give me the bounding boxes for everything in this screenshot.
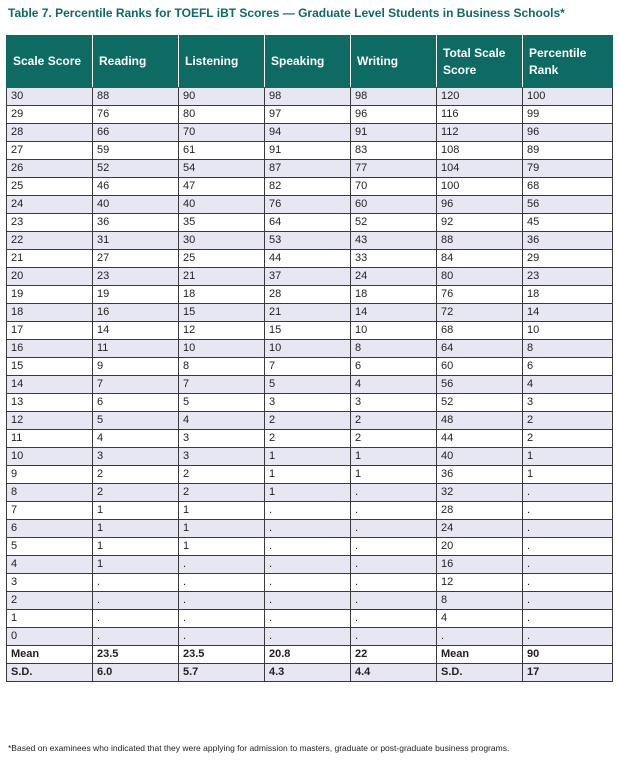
cell-speaking: . bbox=[265, 502, 351, 520]
cell-scale-score: 3 bbox=[7, 574, 93, 592]
table-row bbox=[7, 268, 613, 286]
cell-listening: 1 bbox=[179, 520, 265, 538]
cell-listening: 80 bbox=[179, 106, 265, 124]
cell-scale-score: 24 bbox=[7, 196, 93, 214]
cell-total-scale-score: 16 bbox=[437, 556, 523, 574]
cell-reading: 31 bbox=[93, 232, 179, 250]
cell-total-scale-score: 104 bbox=[437, 160, 523, 178]
cell-listening: 90 bbox=[179, 88, 265, 106]
cell-total-scale-score: 68 bbox=[437, 322, 523, 340]
cell-scale-score: 1 bbox=[7, 610, 93, 628]
table-row bbox=[7, 466, 613, 484]
table-row bbox=[7, 610, 613, 628]
table-row bbox=[7, 196, 613, 214]
cell-total-scale-score: 24 bbox=[437, 520, 523, 538]
cell-total-scale-score: S.D. bbox=[437, 664, 523, 682]
cell-percentile-rank: 29 bbox=[523, 250, 613, 268]
cell-reading: 9 bbox=[93, 358, 179, 376]
cell-percentile-rank: 1 bbox=[523, 466, 613, 484]
cell-speaking: 64 bbox=[265, 214, 351, 232]
cell-speaking: . bbox=[265, 538, 351, 556]
cell-scale-score: S.D. bbox=[7, 664, 93, 682]
cell-listening: 4 bbox=[179, 412, 265, 430]
cell-percentile-rank: . bbox=[523, 520, 613, 538]
cell-speaking: 28 bbox=[265, 286, 351, 304]
cell-percentile-rank: 100 bbox=[523, 88, 613, 106]
cell-writing: 2 bbox=[351, 430, 437, 448]
cell-total-scale-score: 76 bbox=[437, 286, 523, 304]
table-title: Table 7. Percentile Ranks for TOEFL iBT Scores — Graduate Level Students in Business Schools* bbox=[8, 6, 565, 20]
cell-scale-score: 25 bbox=[7, 178, 93, 196]
cell-total-scale-score: 12 bbox=[437, 574, 523, 592]
cell-listening: 7 bbox=[179, 376, 265, 394]
table-row bbox=[7, 358, 613, 376]
cell-total-scale-score: . bbox=[437, 628, 523, 646]
cell-total-scale-score: 52 bbox=[437, 394, 523, 412]
cell-writing: 2 bbox=[351, 412, 437, 430]
cell-writing: 3 bbox=[351, 394, 437, 412]
cell-reading: 2 bbox=[93, 466, 179, 484]
cell-writing: 60 bbox=[351, 196, 437, 214]
cell-scale-score: 2 bbox=[7, 592, 93, 610]
cell-percentile-rank: . bbox=[523, 556, 613, 574]
cell-listening: 2 bbox=[179, 484, 265, 502]
cell-speaking: 3 bbox=[265, 394, 351, 412]
cell-writing: 6 bbox=[351, 358, 437, 376]
cell-speaking: 1 bbox=[265, 466, 351, 484]
cell-writing: 96 bbox=[351, 106, 437, 124]
cell-total-scale-score: 88 bbox=[437, 232, 523, 250]
cell-speaking: 97 bbox=[265, 106, 351, 124]
cell-speaking: 1 bbox=[265, 484, 351, 502]
cell-speaking: 7 bbox=[265, 358, 351, 376]
header-percentile-rank: Percentile Rank bbox=[523, 36, 613, 88]
percentile-rank-table bbox=[6, 35, 613, 682]
cell-listening: . bbox=[179, 628, 265, 646]
table-row bbox=[7, 304, 613, 322]
cell-total-scale-score: 60 bbox=[437, 358, 523, 376]
cell-total-scale-score: 112 bbox=[437, 124, 523, 142]
cell-percentile-rank: . bbox=[523, 628, 613, 646]
cell-writing: . bbox=[351, 610, 437, 628]
cell-writing: . bbox=[351, 484, 437, 502]
cell-percentile-rank: . bbox=[523, 610, 613, 628]
table-row bbox=[7, 502, 613, 520]
cell-writing: . bbox=[351, 502, 437, 520]
cell-reading: 2 bbox=[93, 484, 179, 502]
cell-reading: 88 bbox=[93, 88, 179, 106]
cell-writing: 83 bbox=[351, 142, 437, 160]
table-row bbox=[7, 574, 613, 592]
cell-writing: 22 bbox=[351, 646, 437, 664]
header-scale-score: Scale Score bbox=[7, 36, 93, 88]
cell-scale-score: 11 bbox=[7, 430, 93, 448]
cell-percentile-rank: 18 bbox=[523, 286, 613, 304]
cell-writing: 1 bbox=[351, 466, 437, 484]
cell-scale-score: 19 bbox=[7, 286, 93, 304]
cell-speaking: 10 bbox=[265, 340, 351, 358]
cell-reading: 23 bbox=[93, 268, 179, 286]
cell-percentile-rank: 56 bbox=[523, 196, 613, 214]
cell-percentile-rank: 4 bbox=[523, 376, 613, 394]
cell-total-scale-score: Mean bbox=[437, 646, 523, 664]
cell-reading: 1 bbox=[93, 556, 179, 574]
table-row bbox=[7, 412, 613, 430]
cell-writing: . bbox=[351, 538, 437, 556]
cell-listening: 5.7 bbox=[179, 664, 265, 682]
table-row bbox=[7, 484, 613, 502]
cell-percentile-rank: 3 bbox=[523, 394, 613, 412]
cell-listening: 12 bbox=[179, 322, 265, 340]
cell-writing: 1 bbox=[351, 448, 437, 466]
cell-speaking: 87 bbox=[265, 160, 351, 178]
cell-writing: . bbox=[351, 574, 437, 592]
cell-percentile-rank: . bbox=[523, 502, 613, 520]
cell-total-scale-score: 92 bbox=[437, 214, 523, 232]
table-row bbox=[7, 286, 613, 304]
cell-percentile-rank: . bbox=[523, 484, 613, 502]
cell-scale-score: 0 bbox=[7, 628, 93, 646]
cell-scale-score: 18 bbox=[7, 304, 93, 322]
cell-speaking: 15 bbox=[265, 322, 351, 340]
cell-scale-score: 13 bbox=[7, 394, 93, 412]
cell-scale-score: 17 bbox=[7, 322, 93, 340]
cell-speaking: 37 bbox=[265, 268, 351, 286]
cell-reading: . bbox=[93, 628, 179, 646]
cell-writing: 70 bbox=[351, 178, 437, 196]
cell-scale-score: 29 bbox=[7, 106, 93, 124]
cell-listening: 61 bbox=[179, 142, 265, 160]
cell-reading: 59 bbox=[93, 142, 179, 160]
cell-speaking: 20.8 bbox=[265, 646, 351, 664]
cell-writing: 77 bbox=[351, 160, 437, 178]
header-total-scale-score: Total Scale Score bbox=[437, 36, 523, 88]
cell-total-scale-score: 80 bbox=[437, 268, 523, 286]
cell-listening: 3 bbox=[179, 448, 265, 466]
cell-total-scale-score: 20 bbox=[437, 538, 523, 556]
cell-reading: 6 bbox=[93, 394, 179, 412]
cell-scale-score: 30 bbox=[7, 88, 93, 106]
table-row bbox=[7, 448, 613, 466]
cell-speaking: 2 bbox=[265, 430, 351, 448]
table-row bbox=[7, 250, 613, 268]
cell-reading: 1 bbox=[93, 538, 179, 556]
cell-speaking: 91 bbox=[265, 142, 351, 160]
cell-total-scale-score: 116 bbox=[437, 106, 523, 124]
cell-scale-score: 27 bbox=[7, 142, 93, 160]
cell-writing: 18 bbox=[351, 286, 437, 304]
mean-row bbox=[7, 646, 613, 664]
cell-listening: 21 bbox=[179, 268, 265, 286]
table-row bbox=[7, 124, 613, 142]
cell-reading: 1 bbox=[93, 520, 179, 538]
table-row bbox=[7, 178, 613, 196]
cell-listening: . bbox=[179, 574, 265, 592]
cell-reading: 1 bbox=[93, 502, 179, 520]
cell-reading: . bbox=[93, 592, 179, 610]
cell-scale-score: 4 bbox=[7, 556, 93, 574]
cell-reading: . bbox=[93, 610, 179, 628]
cell-speaking: 82 bbox=[265, 178, 351, 196]
cell-total-scale-score: 48 bbox=[437, 412, 523, 430]
table-header-row bbox=[7, 36, 613, 88]
cell-percentile-rank: 79 bbox=[523, 160, 613, 178]
cell-reading: 27 bbox=[93, 250, 179, 268]
cell-speaking: . bbox=[265, 574, 351, 592]
table-row bbox=[7, 88, 613, 106]
cell-reading: 46 bbox=[93, 178, 179, 196]
cell-total-scale-score: 36 bbox=[437, 466, 523, 484]
cell-reading: 14 bbox=[93, 322, 179, 340]
cell-writing: 8 bbox=[351, 340, 437, 358]
cell-listening: 2 bbox=[179, 466, 265, 484]
header-speaking: Speaking bbox=[265, 36, 351, 88]
cell-total-scale-score: 56 bbox=[437, 376, 523, 394]
cell-reading: 40 bbox=[93, 196, 179, 214]
cell-reading: 23.5 bbox=[93, 646, 179, 664]
cell-percentile-rank: 68 bbox=[523, 178, 613, 196]
cell-listening: . bbox=[179, 592, 265, 610]
cell-reading: . bbox=[93, 574, 179, 592]
cell-listening: 1 bbox=[179, 502, 265, 520]
cell-percentile-rank: 99 bbox=[523, 106, 613, 124]
cell-listening: 23.5 bbox=[179, 646, 265, 664]
cell-reading: 16 bbox=[93, 304, 179, 322]
table-row bbox=[7, 376, 613, 394]
cell-scale-score: 9 bbox=[7, 466, 93, 484]
table-row bbox=[7, 106, 613, 124]
cell-listening: 5 bbox=[179, 394, 265, 412]
cell-listening: 18 bbox=[179, 286, 265, 304]
cell-scale-score: 26 bbox=[7, 160, 93, 178]
header-listening: Listening bbox=[179, 36, 265, 88]
cell-reading: 7 bbox=[93, 376, 179, 394]
cell-scale-score: 22 bbox=[7, 232, 93, 250]
cell-speaking: 94 bbox=[265, 124, 351, 142]
table-row bbox=[7, 592, 613, 610]
cell-writing: . bbox=[351, 556, 437, 574]
cell-speaking: 21 bbox=[265, 304, 351, 322]
header-writing: Writing bbox=[351, 36, 437, 88]
cell-percentile-rank: 89 bbox=[523, 142, 613, 160]
cell-scale-score: 5 bbox=[7, 538, 93, 556]
cell-listening: 54 bbox=[179, 160, 265, 178]
cell-writing: 43 bbox=[351, 232, 437, 250]
cell-percentile-rank: 6 bbox=[523, 358, 613, 376]
cell-percentile-rank: 96 bbox=[523, 124, 613, 142]
cell-scale-score: Mean bbox=[7, 646, 93, 664]
cell-listening: 10 bbox=[179, 340, 265, 358]
cell-listening: 70 bbox=[179, 124, 265, 142]
sd-row bbox=[7, 664, 613, 682]
cell-scale-score: 21 bbox=[7, 250, 93, 268]
cell-listening: 47 bbox=[179, 178, 265, 196]
cell-reading: 19 bbox=[93, 286, 179, 304]
cell-total-scale-score: 32 bbox=[437, 484, 523, 502]
cell-scale-score: 20 bbox=[7, 268, 93, 286]
cell-percentile-rank: 1 bbox=[523, 448, 613, 466]
cell-listening: 15 bbox=[179, 304, 265, 322]
cell-listening: 35 bbox=[179, 214, 265, 232]
cell-reading: 3 bbox=[93, 448, 179, 466]
cell-scale-score: 16 bbox=[7, 340, 93, 358]
table-row bbox=[7, 160, 613, 178]
cell-reading: 11 bbox=[93, 340, 179, 358]
cell-speaking: 44 bbox=[265, 250, 351, 268]
cell-percentile-rank: 8 bbox=[523, 340, 613, 358]
cell-writing: 14 bbox=[351, 304, 437, 322]
cell-total-scale-score: 64 bbox=[437, 340, 523, 358]
cell-percentile-rank: 90 bbox=[523, 646, 613, 664]
cell-speaking: 53 bbox=[265, 232, 351, 250]
cell-speaking: 4.3 bbox=[265, 664, 351, 682]
cell-writing: 4.4 bbox=[351, 664, 437, 682]
table-row bbox=[7, 520, 613, 538]
cell-listening: . bbox=[179, 556, 265, 574]
cell-percentile-rank: 10 bbox=[523, 322, 613, 340]
cell-speaking: 98 bbox=[265, 88, 351, 106]
cell-speaking: . bbox=[265, 628, 351, 646]
cell-reading: 5 bbox=[93, 412, 179, 430]
cell-reading: 36 bbox=[93, 214, 179, 232]
cell-scale-score: 7 bbox=[7, 502, 93, 520]
cell-total-scale-score: 44 bbox=[437, 430, 523, 448]
cell-scale-score: 10 bbox=[7, 448, 93, 466]
cell-speaking: 1 bbox=[265, 448, 351, 466]
table-row bbox=[7, 430, 613, 448]
cell-total-scale-score: 28 bbox=[437, 502, 523, 520]
cell-total-scale-score: 120 bbox=[437, 88, 523, 106]
cell-writing: 24 bbox=[351, 268, 437, 286]
cell-writing: . bbox=[351, 520, 437, 538]
table-row bbox=[7, 394, 613, 412]
cell-percentile-rank: 23 bbox=[523, 268, 613, 286]
cell-percentile-rank: . bbox=[523, 592, 613, 610]
cell-scale-score: 12 bbox=[7, 412, 93, 430]
cell-speaking: . bbox=[265, 520, 351, 538]
cell-percentile-rank: . bbox=[523, 538, 613, 556]
cell-listening: 25 bbox=[179, 250, 265, 268]
cell-scale-score: 15 bbox=[7, 358, 93, 376]
cell-scale-score: 14 bbox=[7, 376, 93, 394]
table-row bbox=[7, 556, 613, 574]
cell-scale-score: 23 bbox=[7, 214, 93, 232]
cell-speaking: . bbox=[265, 592, 351, 610]
cell-listening: 40 bbox=[179, 196, 265, 214]
cell-writing: . bbox=[351, 628, 437, 646]
cell-scale-score: 28 bbox=[7, 124, 93, 142]
cell-total-scale-score: 40 bbox=[437, 448, 523, 466]
cell-listening: 8 bbox=[179, 358, 265, 376]
table-body bbox=[7, 88, 613, 682]
cell-writing: 33 bbox=[351, 250, 437, 268]
cell-percentile-rank: 2 bbox=[523, 430, 613, 448]
cell-writing: 10 bbox=[351, 322, 437, 340]
cell-listening: 30 bbox=[179, 232, 265, 250]
cell-reading: 76 bbox=[93, 106, 179, 124]
cell-total-scale-score: 96 bbox=[437, 196, 523, 214]
cell-total-scale-score: 108 bbox=[437, 142, 523, 160]
cell-total-scale-score: 8 bbox=[437, 592, 523, 610]
cell-scale-score: 8 bbox=[7, 484, 93, 502]
cell-writing: 52 bbox=[351, 214, 437, 232]
table-row bbox=[7, 628, 613, 646]
header-reading: Reading bbox=[93, 36, 179, 88]
cell-percentile-rank: 2 bbox=[523, 412, 613, 430]
cell-reading: 52 bbox=[93, 160, 179, 178]
cell-percentile-rank: 36 bbox=[523, 232, 613, 250]
cell-reading: 6.0 bbox=[93, 664, 179, 682]
cell-writing: 91 bbox=[351, 124, 437, 142]
cell-speaking: 2 bbox=[265, 412, 351, 430]
table-row bbox=[7, 340, 613, 358]
cell-reading: 4 bbox=[93, 430, 179, 448]
cell-total-scale-score: 100 bbox=[437, 178, 523, 196]
cell-percentile-rank: 17 bbox=[523, 664, 613, 682]
cell-speaking: . bbox=[265, 556, 351, 574]
cell-percentile-rank: 14 bbox=[523, 304, 613, 322]
table-row bbox=[7, 232, 613, 250]
cell-writing: . bbox=[351, 592, 437, 610]
cell-total-scale-score: 72 bbox=[437, 304, 523, 322]
cell-writing: 4 bbox=[351, 376, 437, 394]
cell-listening: . bbox=[179, 610, 265, 628]
cell-speaking: 76 bbox=[265, 196, 351, 214]
table-row bbox=[7, 214, 613, 232]
cell-percentile-rank: . bbox=[523, 574, 613, 592]
cell-scale-score: 6 bbox=[7, 520, 93, 538]
cell-listening: 1 bbox=[179, 538, 265, 556]
cell-speaking: 5 bbox=[265, 376, 351, 394]
cell-listening: 3 bbox=[179, 430, 265, 448]
cell-percentile-rank: 45 bbox=[523, 214, 613, 232]
cell-total-scale-score: 4 bbox=[437, 610, 523, 628]
footnote: *Based on examinees who indicated that they were applying for admission to masters, graduate or post-graduate business programs. bbox=[8, 743, 510, 753]
cell-speaking: . bbox=[265, 610, 351, 628]
cell-writing: 98 bbox=[351, 88, 437, 106]
table-row bbox=[7, 538, 613, 556]
cell-reading: 66 bbox=[93, 124, 179, 142]
table-row bbox=[7, 142, 613, 160]
table-row bbox=[7, 322, 613, 340]
cell-total-scale-score: 84 bbox=[437, 250, 523, 268]
